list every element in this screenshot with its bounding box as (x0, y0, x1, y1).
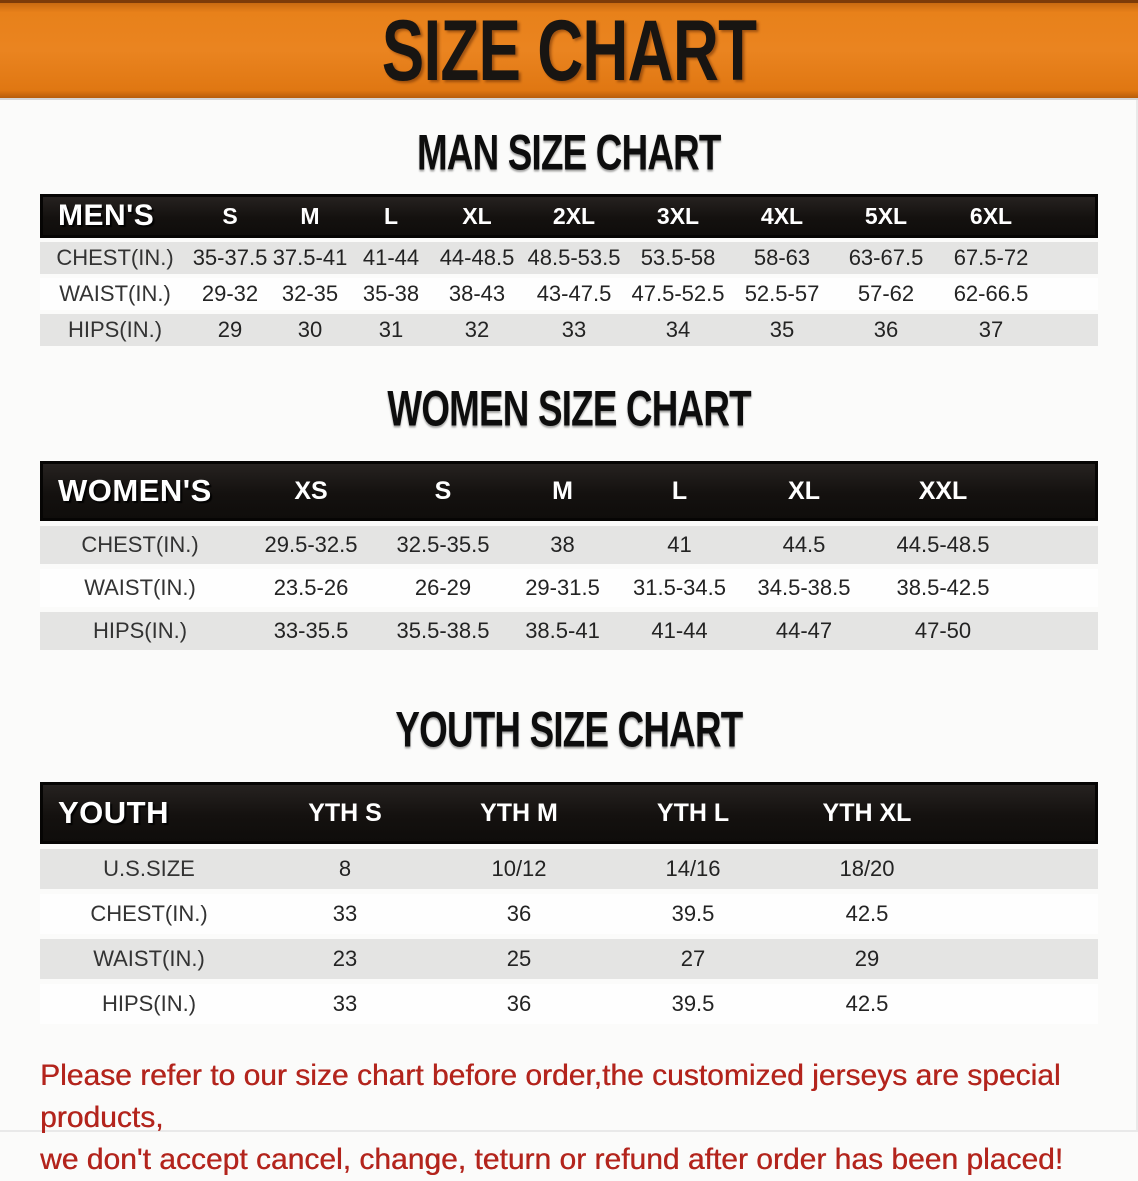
row-label: CHEST(IN.) (40, 894, 258, 934)
size-value: 14/16 (606, 849, 780, 889)
table-header-row (40, 461, 1098, 521)
measurement-row (40, 278, 1098, 310)
size-value: 27 (606, 939, 780, 979)
measurement-row (40, 314, 1098, 346)
row-filler (1044, 314, 1098, 346)
row-label: U.S.SIZE (40, 849, 258, 889)
row-label: CHEST(IN.) (40, 526, 240, 564)
size-column-header: M (270, 194, 350, 238)
size-value: 47.5-52.5 (626, 278, 730, 310)
size-value: 52.5-57 (730, 278, 834, 310)
size-chart-banner (0, 0, 1138, 100)
size-value: 10/12 (432, 849, 606, 889)
row-filler (954, 984, 1098, 1024)
women-size-table (40, 456, 1098, 655)
row-filler (954, 894, 1098, 934)
size-value: 44.5 (738, 526, 870, 564)
size-value: 41-44 (350, 242, 432, 274)
header-filler (1044, 194, 1098, 238)
size-value: 33 (258, 984, 432, 1024)
row-label: HIPS(IN.) (40, 984, 258, 1024)
size-value: 29 (780, 939, 954, 979)
size-value: 44-47 (738, 612, 870, 650)
size-column-header: XS (240, 461, 382, 521)
measurement-row (40, 939, 1098, 979)
size-value: 25 (432, 939, 606, 979)
row-label: WAIST(IN.) (40, 278, 190, 310)
table-header-label: WOMEN'S (40, 461, 240, 521)
youth-section-heading-text: YOUTH SIZE CHART (395, 700, 743, 758)
size-value: 33 (258, 894, 432, 934)
size-value: 26-29 (382, 569, 504, 607)
size-value: 47-50 (870, 612, 1016, 650)
size-value: 29-31.5 (504, 569, 621, 607)
size-value: 36 (834, 314, 938, 346)
measurement-row (40, 526, 1098, 564)
measurement-row (40, 569, 1098, 607)
size-value: 37 (938, 314, 1044, 346)
size-value: 30 (270, 314, 350, 346)
header-filler (954, 782, 1098, 844)
size-column-header: YTH S (258, 782, 432, 844)
size-column-header: YTH L (606, 782, 780, 844)
size-value: 44-48.5 (432, 242, 522, 274)
row-filler (954, 849, 1098, 889)
size-value: 57-62 (834, 278, 938, 310)
size-value: 33-35.5 (240, 612, 382, 650)
youth-size-table (40, 777, 1098, 1029)
size-column-header: YTH XL (780, 782, 954, 844)
size-value: 67.5-72 (938, 242, 1044, 274)
women-section-heading (0, 379, 1138, 437)
measurement-row (40, 894, 1098, 934)
row-label: HIPS(IN.) (40, 612, 240, 650)
header-filler (1016, 461, 1098, 521)
size-value: 29-32 (190, 278, 270, 310)
disclaimer-line-2: we don't accept cancel, change, teturn or refund after order has been placed! (40, 1143, 1064, 1176)
size-value: 8 (258, 849, 432, 889)
size-column-header: 2XL (522, 194, 626, 238)
table-header-label: YOUTH (40, 782, 258, 844)
size-value: 31.5-34.5 (621, 569, 738, 607)
size-value: 41 (621, 526, 738, 564)
size-value: 29 (190, 314, 270, 346)
size-value: 32 (432, 314, 522, 346)
man-section-heading-text: MAN SIZE CHART (417, 123, 721, 181)
size-value: 39.5 (606, 894, 780, 934)
row-filler (1016, 569, 1098, 607)
measurement-row (40, 984, 1098, 1024)
size-value: 36 (432, 894, 606, 934)
size-column-header: 4XL (730, 194, 834, 238)
man-section-heading (0, 123, 1138, 181)
size-value: 58-63 (730, 242, 834, 274)
size-value: 39.5 (606, 984, 780, 1024)
size-column-header: YTH M (432, 782, 606, 844)
row-filler (1044, 278, 1098, 310)
row-filler (1016, 612, 1098, 650)
size-value: 29.5-32.5 (240, 526, 382, 564)
size-value: 42.5 (780, 894, 954, 934)
size-value: 41-44 (621, 612, 738, 650)
row-filler (954, 939, 1098, 979)
size-value: 32.5-35.5 (382, 526, 504, 564)
size-value: 42.5 (780, 984, 954, 1024)
banner-title: SIZE CHART (381, 2, 757, 99)
size-value: 38-43 (432, 278, 522, 310)
size-column-header: 3XL (626, 194, 730, 238)
size-column-header: L (350, 194, 432, 238)
size-column-header: L (621, 461, 738, 521)
table-header-row (40, 194, 1098, 238)
size-value: 33 (522, 314, 626, 346)
size-value: 35-37.5 (190, 242, 270, 274)
size-value: 18/20 (780, 849, 954, 889)
size-value: 62-66.5 (938, 278, 1044, 310)
row-label: CHEST(IN.) (40, 242, 190, 274)
row-label: HIPS(IN.) (40, 314, 190, 346)
men-size-table (40, 190, 1098, 350)
size-column-header: XL (738, 461, 870, 521)
table-header-row (40, 782, 1098, 844)
measurement-row (40, 849, 1098, 889)
size-value: 38 (504, 526, 621, 564)
disclaimer-text (40, 1055, 1118, 1181)
row-label: WAIST(IN.) (40, 569, 240, 607)
women-section-heading-text: WOMEN SIZE CHART (387, 379, 751, 437)
size-value: 34 (626, 314, 730, 346)
size-value: 53.5-58 (626, 242, 730, 274)
measurement-row (40, 612, 1098, 650)
row-filler (1044, 242, 1098, 274)
size-column-header: S (382, 461, 504, 521)
size-column-header: 6XL (938, 194, 1044, 238)
size-value: 38.5-41 (504, 612, 621, 650)
size-value: 32-35 (270, 278, 350, 310)
size-value: 31 (350, 314, 432, 346)
size-value: 37.5-41 (270, 242, 350, 274)
size-column-header: M (504, 461, 621, 521)
size-value: 35-38 (350, 278, 432, 310)
youth-section-heading (0, 700, 1138, 758)
size-value: 63-67.5 (834, 242, 938, 274)
size-value: 36 (432, 984, 606, 1024)
size-value: 23.5-26 (240, 569, 382, 607)
disclaimer-line-1: Please refer to our size chart before order,the customized jerseys are special products, (40, 1059, 1061, 1134)
size-value: 34.5-38.5 (738, 569, 870, 607)
size-column-header: XL (432, 194, 522, 238)
size-value: 23 (258, 939, 432, 979)
size-value: 48.5-53.5 (522, 242, 626, 274)
measurement-row (40, 242, 1098, 274)
row-label: WAIST(IN.) (40, 939, 258, 979)
size-column-header: S (190, 194, 270, 238)
size-value: 43-47.5 (522, 278, 626, 310)
table-header-label: MEN'S (40, 194, 190, 238)
size-column-header: 5XL (834, 194, 938, 238)
size-value: 44.5-48.5 (870, 526, 1016, 564)
row-filler (1016, 526, 1098, 564)
size-value: 38.5-42.5 (870, 569, 1016, 607)
size-column-header: XXL (870, 461, 1016, 521)
size-value: 35 (730, 314, 834, 346)
size-value: 35.5-38.5 (382, 612, 504, 650)
